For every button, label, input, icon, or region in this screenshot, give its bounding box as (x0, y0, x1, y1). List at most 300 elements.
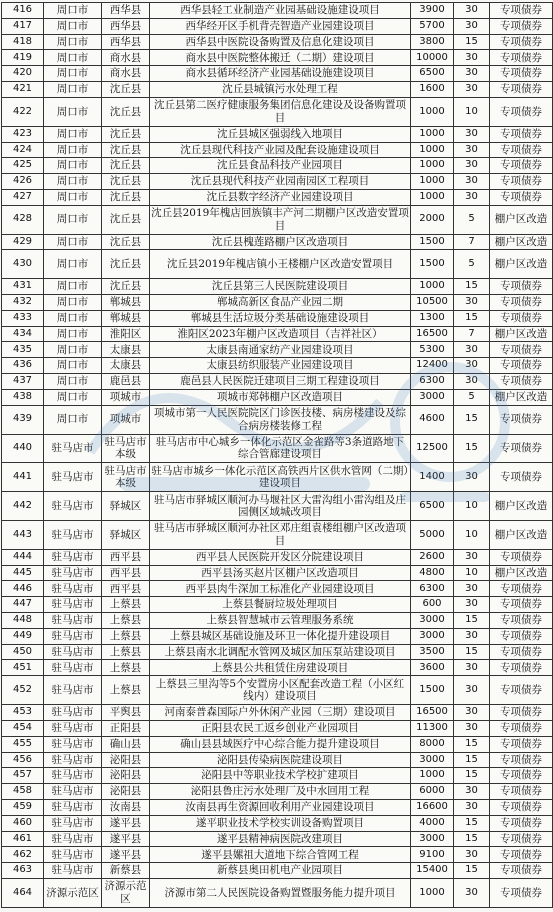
city-cell: 周口市 (44, 279, 102, 295)
table-row (2, 342, 553, 358)
project-name-cell: 淮阳区2023年棚户区改造项目（吉祥社区） (150, 326, 411, 342)
city-cell: 驻马店市 (44, 565, 102, 581)
city-cell: 周口市 (44, 158, 102, 174)
row-number-cell: 423 (2, 126, 44, 142)
city-cell: 驻马店市 (44, 434, 102, 463)
table-row (2, 50, 553, 66)
bond-type-cell: 专项债券 (490, 434, 553, 463)
project-name-cell: 上蔡县智慧城市云管理服务系统 (150, 613, 411, 629)
row-number-cell: 452 (2, 676, 44, 705)
row-number-cell: 425 (2, 158, 44, 174)
row-number-cell: 461 (2, 831, 44, 847)
amount-cell: 6000 (411, 784, 454, 800)
amount-cell: 1000 (411, 768, 454, 784)
table-row (2, 374, 553, 390)
project-name-cell: 西华经开区手机背壳智造产业园建设项目 (150, 18, 411, 34)
amount-cell: 2000 (411, 205, 454, 234)
project-name-cell: 沈丘县2019年槐店镇小王楼棚户区改造安置项目 (150, 250, 411, 279)
table-row (2, 97, 553, 126)
city-cell: 驻马店市 (44, 597, 102, 613)
amount-cell: 6300 (411, 374, 454, 390)
project-name-cell: 郸城县生活垃圾分类基础设施建设项目 (150, 310, 411, 326)
term-cell: 5 (454, 389, 490, 405)
project-name-cell: 上蔡县三里沟等5个安置房小区配套改造工程（小区红线内）建设项目 (150, 676, 411, 705)
amount-cell: 4000 (411, 815, 454, 831)
county-cell: 上蔡县 (102, 597, 150, 613)
amount-cell: 5000 (411, 520, 454, 549)
table-row (2, 434, 553, 463)
term-cell: 30 (454, 18, 490, 34)
project-name-cell: 沈丘县第三人民医院建设项目 (150, 279, 411, 295)
term-cell: 5 (454, 250, 490, 279)
term-cell: 30 (454, 374, 490, 390)
county-cell: 沈丘县 (102, 234, 150, 250)
county-cell: 西华县 (102, 34, 150, 50)
bond-type-cell: 棚户区改造 (490, 565, 553, 581)
project-name-cell: 沈丘县城镇污水处理工程 (150, 82, 411, 98)
county-cell: 项城市 (102, 389, 150, 405)
city-cell: 驻马店市 (44, 863, 102, 879)
row-number-cell: 430 (2, 250, 44, 279)
city-cell: 周口市 (44, 18, 102, 34)
row-number-cell: 455 (2, 736, 44, 752)
amount-cell: 6300 (411, 581, 454, 597)
amount-cell: 3000 (411, 752, 454, 768)
table-row (2, 358, 553, 374)
table-row (2, 18, 553, 34)
term-cell: 30 (454, 158, 490, 174)
county-cell: 项城市 (102, 405, 150, 434)
county-cell: 上蔡县 (102, 644, 150, 660)
amount-cell: 8000 (411, 736, 454, 752)
term-cell: 15 (454, 405, 490, 434)
term-cell: 10 (454, 520, 490, 549)
project-name-cell: 商水县中医院整体搬迁（二期）建设项目 (150, 50, 411, 66)
term-cell: 5 (454, 205, 490, 234)
bond-type-cell: 专项债券 (490, 142, 553, 158)
project-name-cell: 驻马店市城乡一体化示范区高铁西片区供水管网（二期）建设项目 (150, 463, 411, 492)
table-row (2, 644, 553, 660)
project-name-cell: 沈丘县2019年槐店回族镇丰产河二期棚户区改造安置项目 (150, 205, 411, 234)
term-cell: 30 (454, 879, 490, 908)
bond-type-cell: 专项债券 (490, 831, 553, 847)
project-name-cell: 驻马店市驿城区顺河办马堰社区大雷沟组小雷沟组及庄园侧区域城改项目 (150, 492, 411, 521)
amount-cell: 1500 (411, 250, 454, 279)
county-cell: 上蔡县 (102, 613, 150, 629)
row-number-cell: 454 (2, 720, 44, 736)
amount-cell: 15400 (411, 863, 454, 879)
row-number-cell: 444 (2, 549, 44, 565)
table-row (2, 405, 553, 434)
project-name-cell: 上蔡县餐厨垃圾处理项目 (150, 597, 411, 613)
amount-cell: 12400 (411, 358, 454, 374)
term-cell: 15 (454, 34, 490, 50)
term-cell: 15 (454, 752, 490, 768)
row-number-cell: 440 (2, 434, 44, 463)
table-row (2, 66, 553, 82)
amount-cell: 6500 (411, 492, 454, 521)
table-row (2, 815, 553, 831)
row-number-cell: 441 (2, 463, 44, 492)
city-cell: 周口市 (44, 3, 102, 19)
row-number-cell: 422 (2, 97, 44, 126)
term-cell: 30 (454, 581, 490, 597)
bond-type-cell: 专项债券 (490, 405, 553, 434)
term-cell: 10 (454, 97, 490, 126)
amount-cell: 10500 (411, 295, 454, 311)
county-cell: 鹿邑县 (102, 374, 150, 390)
bond-type-cell: 专项债券 (490, 815, 553, 831)
county-cell: 沈丘县 (102, 126, 150, 142)
table-row (2, 831, 553, 847)
county-cell: 郸城县 (102, 295, 150, 311)
row-number-cell: 433 (2, 310, 44, 326)
bond-type-cell: 专项债券 (490, 613, 553, 629)
row-number-cell: 428 (2, 205, 44, 234)
city-cell: 驻马店市 (44, 736, 102, 752)
project-name-cell: 商水县循环经济产业园基础设施建设项目 (150, 66, 411, 82)
table-row (2, 189, 553, 205)
table-row (2, 705, 553, 721)
row-number-cell: 424 (2, 142, 44, 158)
city-cell: 驻马店市 (44, 799, 102, 815)
project-name-cell: 沈丘县现代科技产业园南园区工程项目 (150, 174, 411, 190)
term-cell: 30 (454, 82, 490, 98)
project-name-cell: 上蔡县城区基础设施及环卫一体化提升建设项目 (150, 628, 411, 644)
city-cell: 驻马店市 (44, 720, 102, 736)
term-cell: 15 (454, 863, 490, 879)
bond-type-cell: 专项债券 (490, 34, 553, 50)
amount-cell: 3000 (411, 389, 454, 405)
term-cell: 30 (454, 847, 490, 863)
term-cell: 30 (454, 628, 490, 644)
county-cell: 沈丘县 (102, 97, 150, 126)
project-name-cell: 西平县人民医院开发区分院建设项目 (150, 549, 411, 565)
project-name-cell: 河南泰普森国际户外休闲产业园（三期）建设项目 (150, 705, 411, 721)
table-row (2, 326, 553, 342)
bond-type-cell: 专项债券 (490, 705, 553, 721)
bond-type-cell: 专项债券 (490, 158, 553, 174)
county-cell: 沈丘县 (102, 279, 150, 295)
table-row (2, 463, 553, 492)
row-number-cell: 443 (2, 520, 44, 549)
project-name-cell: 鹿邑县人民医院迁建项目三期工程建设项目 (150, 374, 411, 390)
row-number-cell: 421 (2, 82, 44, 98)
bond-type-cell: 棚户区改造 (490, 205, 553, 234)
county-cell: 商水县 (102, 66, 150, 82)
project-name-cell: 遂平县精神病医院改建项目 (150, 831, 411, 847)
city-cell: 驻马店市 (44, 752, 102, 768)
table-row (2, 295, 553, 311)
city-cell: 周口市 (44, 142, 102, 158)
city-cell: 周口市 (44, 205, 102, 234)
row-number-cell: 434 (2, 326, 44, 342)
county-cell: 正阳县 (102, 720, 150, 736)
city-cell: 驻马店市 (44, 549, 102, 565)
row-number-cell: 439 (2, 405, 44, 434)
term-cell: 30 (454, 799, 490, 815)
amount-cell: 5700 (411, 18, 454, 34)
row-number-cell: 464 (2, 879, 44, 908)
county-cell: 西平县 (102, 565, 150, 581)
row-number-cell: 446 (2, 581, 44, 597)
table-row (2, 676, 553, 705)
bond-type-cell: 专项债券 (490, 126, 553, 142)
table-row (2, 174, 553, 190)
project-name-cell: 驻马店市中心城乡一体化示范区金雀路等3条道路地下综合管廊建设项目 (150, 434, 411, 463)
project-name-cell: 项城市第一人民医院院区门诊医技楼、病房楼建设及综合病房楼装修工程 (150, 405, 411, 434)
city-cell: 驻马店市 (44, 676, 102, 705)
bond-type-cell: 专项债券 (490, 581, 553, 597)
amount-cell: 9100 (411, 847, 454, 863)
amount-cell: 3000 (411, 831, 454, 847)
city-cell: 驻马店市 (44, 705, 102, 721)
bond-type-cell: 专项债券 (490, 644, 553, 660)
row-number-cell: 456 (2, 752, 44, 768)
city-cell: 周口市 (44, 358, 102, 374)
project-name-cell: 泌阳县鲁庄污水处理厂及中水回用工程 (150, 784, 411, 800)
project-name-cell: 上蔡县南水北调配水管网及城区加压泵站建设项目 (150, 644, 411, 660)
amount-cell: 4600 (411, 405, 454, 434)
county-cell: 泌阳县 (102, 768, 150, 784)
row-number-cell: 418 (2, 34, 44, 50)
amount-cell: 1000 (411, 97, 454, 126)
row-number-cell: 416 (2, 3, 44, 19)
city-cell: 驻马店市 (44, 492, 102, 521)
bond-type-cell: 专项债券 (490, 879, 553, 908)
row-number-cell: 432 (2, 295, 44, 311)
table-row (2, 492, 553, 521)
city-cell: 周口市 (44, 66, 102, 82)
term-cell: 15 (454, 434, 490, 463)
project-name-cell: 太康县南通家纺产业园建设项目 (150, 342, 411, 358)
term-cell: 30 (454, 3, 490, 19)
county-cell: 遂平县 (102, 831, 150, 847)
city-cell: 周口市 (44, 97, 102, 126)
row-number-cell: 429 (2, 234, 44, 250)
city-cell: 周口市 (44, 295, 102, 311)
bond-type-cell: 专项债券 (490, 736, 553, 752)
amount-cell: 3600 (411, 660, 454, 676)
city-cell: 驻马店市 (44, 628, 102, 644)
table-row (2, 34, 553, 50)
bond-type-cell: 专项债券 (490, 720, 553, 736)
bond-type-cell: 专项债券 (490, 463, 553, 492)
table-row (2, 250, 553, 279)
row-number-cell: 442 (2, 492, 44, 521)
project-name-cell: 泌阳县传染病医院建设项目 (150, 752, 411, 768)
city-cell: 周口市 (44, 326, 102, 342)
row-number-cell: 462 (2, 847, 44, 863)
row-number-cell: 458 (2, 784, 44, 800)
project-name-cell: 济源市第二人民医院设备购置暨服务能力提升项目 (150, 879, 411, 908)
county-cell: 上蔡县 (102, 628, 150, 644)
project-name-cell: 西华县中医院设备购置及信息化建设项目 (150, 34, 411, 50)
table-row (2, 863, 553, 879)
row-number-cell: 448 (2, 613, 44, 629)
row-number-cell: 445 (2, 565, 44, 581)
city-cell: 周口市 (44, 310, 102, 326)
row-number-cell: 417 (2, 18, 44, 34)
bond-type-cell: 专项债券 (490, 3, 553, 19)
bond-type-cell: 专项债券 (490, 752, 553, 768)
term-cell: 15 (454, 279, 490, 295)
row-number-cell: 463 (2, 863, 44, 879)
amount-cell: 600 (411, 597, 454, 613)
city-cell: 驻马店市 (44, 463, 102, 492)
county-cell: 泌阳县 (102, 784, 150, 800)
project-name-cell: 沈丘县城区强弱线入地项目 (150, 126, 411, 142)
term-cell: 10 (454, 565, 490, 581)
term-cell: 30 (454, 784, 490, 800)
term-cell: 30 (454, 705, 490, 721)
bond-type-cell: 专项债券 (490, 174, 553, 190)
city-cell: 驻马店市 (44, 581, 102, 597)
amount-cell: 3000 (411, 628, 454, 644)
table-row (2, 847, 553, 863)
term-cell: 30 (454, 50, 490, 66)
term-cell: 7 (454, 234, 490, 250)
city-cell: 周口市 (44, 342, 102, 358)
county-cell: 淮阳区 (102, 326, 150, 342)
county-cell: 驻马店市本级 (102, 434, 150, 463)
county-cell: 沈丘县 (102, 174, 150, 190)
city-cell: 周口市 (44, 189, 102, 205)
city-cell: 驻马店市 (44, 847, 102, 863)
term-cell: 15 (454, 613, 490, 629)
county-cell: 遂平县 (102, 815, 150, 831)
bond-type-cell: 专项债券 (490, 784, 553, 800)
project-name-cell: 西平县肉牛深加工标准化产业园建设项目 (150, 581, 411, 597)
amount-cell: 1500 (411, 234, 454, 250)
bond-type-cell: 专项债券 (490, 799, 553, 815)
table-row (2, 279, 553, 295)
bond-type-cell: 专项债券 (490, 66, 553, 82)
project-name-cell: 沈丘县槐莲路棚户区改造项目 (150, 234, 411, 250)
city-cell: 周口市 (44, 34, 102, 50)
bond-type-cell: 专项债券 (490, 82, 553, 98)
term-cell: 30 (454, 463, 490, 492)
amount-cell: 1600 (411, 82, 454, 98)
city-cell: 周口市 (44, 389, 102, 405)
project-name-cell: 驻马店市驿城区顺河办社区邓庄组袁楼组棚户区改造项目 (150, 520, 411, 549)
row-number-cell: 450 (2, 644, 44, 660)
city-cell: 驻马店市 (44, 520, 102, 549)
row-number-cell: 459 (2, 799, 44, 815)
county-cell: 上蔡县 (102, 660, 150, 676)
amount-cell: 6500 (411, 66, 454, 82)
table-row (2, 142, 553, 158)
city-cell: 驻马店市 (44, 613, 102, 629)
term-cell: 30 (454, 142, 490, 158)
county-cell: 平舆县 (102, 705, 150, 721)
table-body (2, 3, 553, 908)
amount-cell: 1000 (411, 158, 454, 174)
county-cell: 沈丘县 (102, 205, 150, 234)
bond-type-cell: 棚户区改造 (490, 389, 553, 405)
county-cell: 沈丘县 (102, 82, 150, 98)
bond-type-cell: 专项债券 (490, 279, 553, 295)
term-cell: 30 (454, 174, 490, 190)
table-row (2, 520, 553, 549)
term-cell: 30 (454, 549, 490, 565)
term-cell: 30 (454, 358, 490, 374)
table-row (2, 234, 553, 250)
term-cell: 15 (454, 768, 490, 784)
county-cell: 太康县 (102, 342, 150, 358)
table-row (2, 660, 553, 676)
project-name-cell: 新蔡县奥田机电产业园项目 (150, 863, 411, 879)
amount-cell: 10000 (411, 50, 454, 66)
bond-type-cell: 专项债券 (490, 660, 553, 676)
project-name-cell: 遂平县嫘祖大道地下综合管网工程 (150, 847, 411, 863)
row-number-cell: 426 (2, 174, 44, 190)
bond-type-cell: 专项债券 (490, 358, 553, 374)
row-number-cell: 437 (2, 374, 44, 390)
city-cell: 驻马店市 (44, 768, 102, 784)
row-number-cell: 431 (2, 279, 44, 295)
table-row (2, 158, 553, 174)
bond-type-cell: 专项债券 (490, 342, 553, 358)
county-cell: 确山县 (102, 736, 150, 752)
bond-type-cell: 专项债券 (490, 310, 553, 326)
city-cell: 周口市 (44, 405, 102, 434)
bond-type-cell: 专项债券 (490, 50, 553, 66)
bond-type-cell: 专项债券 (490, 628, 553, 644)
bond-type-cell: 专项债券 (490, 847, 553, 863)
project-name-cell: 郸城高新区食品产业园二期 (150, 295, 411, 311)
amount-cell: 12500 (411, 434, 454, 463)
table-row (2, 310, 553, 326)
term-cell: 7 (454, 326, 490, 342)
county-cell: 上蔡县 (102, 676, 150, 705)
city-cell: 驻马店市 (44, 660, 102, 676)
amount-cell: 1300 (411, 310, 454, 326)
term-cell: 30 (454, 342, 490, 358)
bond-type-cell: 专项债券 (490, 374, 553, 390)
project-name-cell: 项城市郑韩棚户区改造项目 (150, 389, 411, 405)
project-name-cell: 上蔡县公共租赁住房建设项目 (150, 660, 411, 676)
row-number-cell: 435 (2, 342, 44, 358)
amount-cell: 1000 (411, 126, 454, 142)
row-number-cell: 427 (2, 189, 44, 205)
bond-type-cell: 专项债券 (490, 863, 553, 879)
county-cell: 沈丘县 (102, 158, 150, 174)
project-name-cell: 沈丘县食品科技产业园项目 (150, 158, 411, 174)
table-row (2, 389, 553, 405)
table-row (2, 597, 553, 613)
table-row (2, 628, 553, 644)
project-name-cell: 遂平职业技术学校实训设备购置项目 (150, 815, 411, 831)
table-row (2, 3, 553, 19)
bond-type-cell: 专项债券 (490, 295, 553, 311)
amount-cell: 11300 (411, 720, 454, 736)
county-cell: 泌阳县 (102, 752, 150, 768)
term-cell: 10 (454, 492, 490, 521)
project-name-cell: 确山县县域医疗中心综合能力提升建设项目 (150, 736, 411, 752)
table-row (2, 784, 553, 800)
table-row (2, 720, 553, 736)
county-cell: 济源示范区 (102, 879, 150, 908)
city-cell: 周口市 (44, 374, 102, 390)
amount-cell: 1000 (411, 189, 454, 205)
row-number-cell: 419 (2, 50, 44, 66)
county-cell: 新蔡县 (102, 863, 150, 879)
term-cell: 30 (454, 676, 490, 705)
project-name-cell: 太康县纺织服装产业园建设项目 (150, 358, 411, 374)
row-number-cell: 436 (2, 358, 44, 374)
bond-type-cell: 专项债券 (490, 676, 553, 705)
